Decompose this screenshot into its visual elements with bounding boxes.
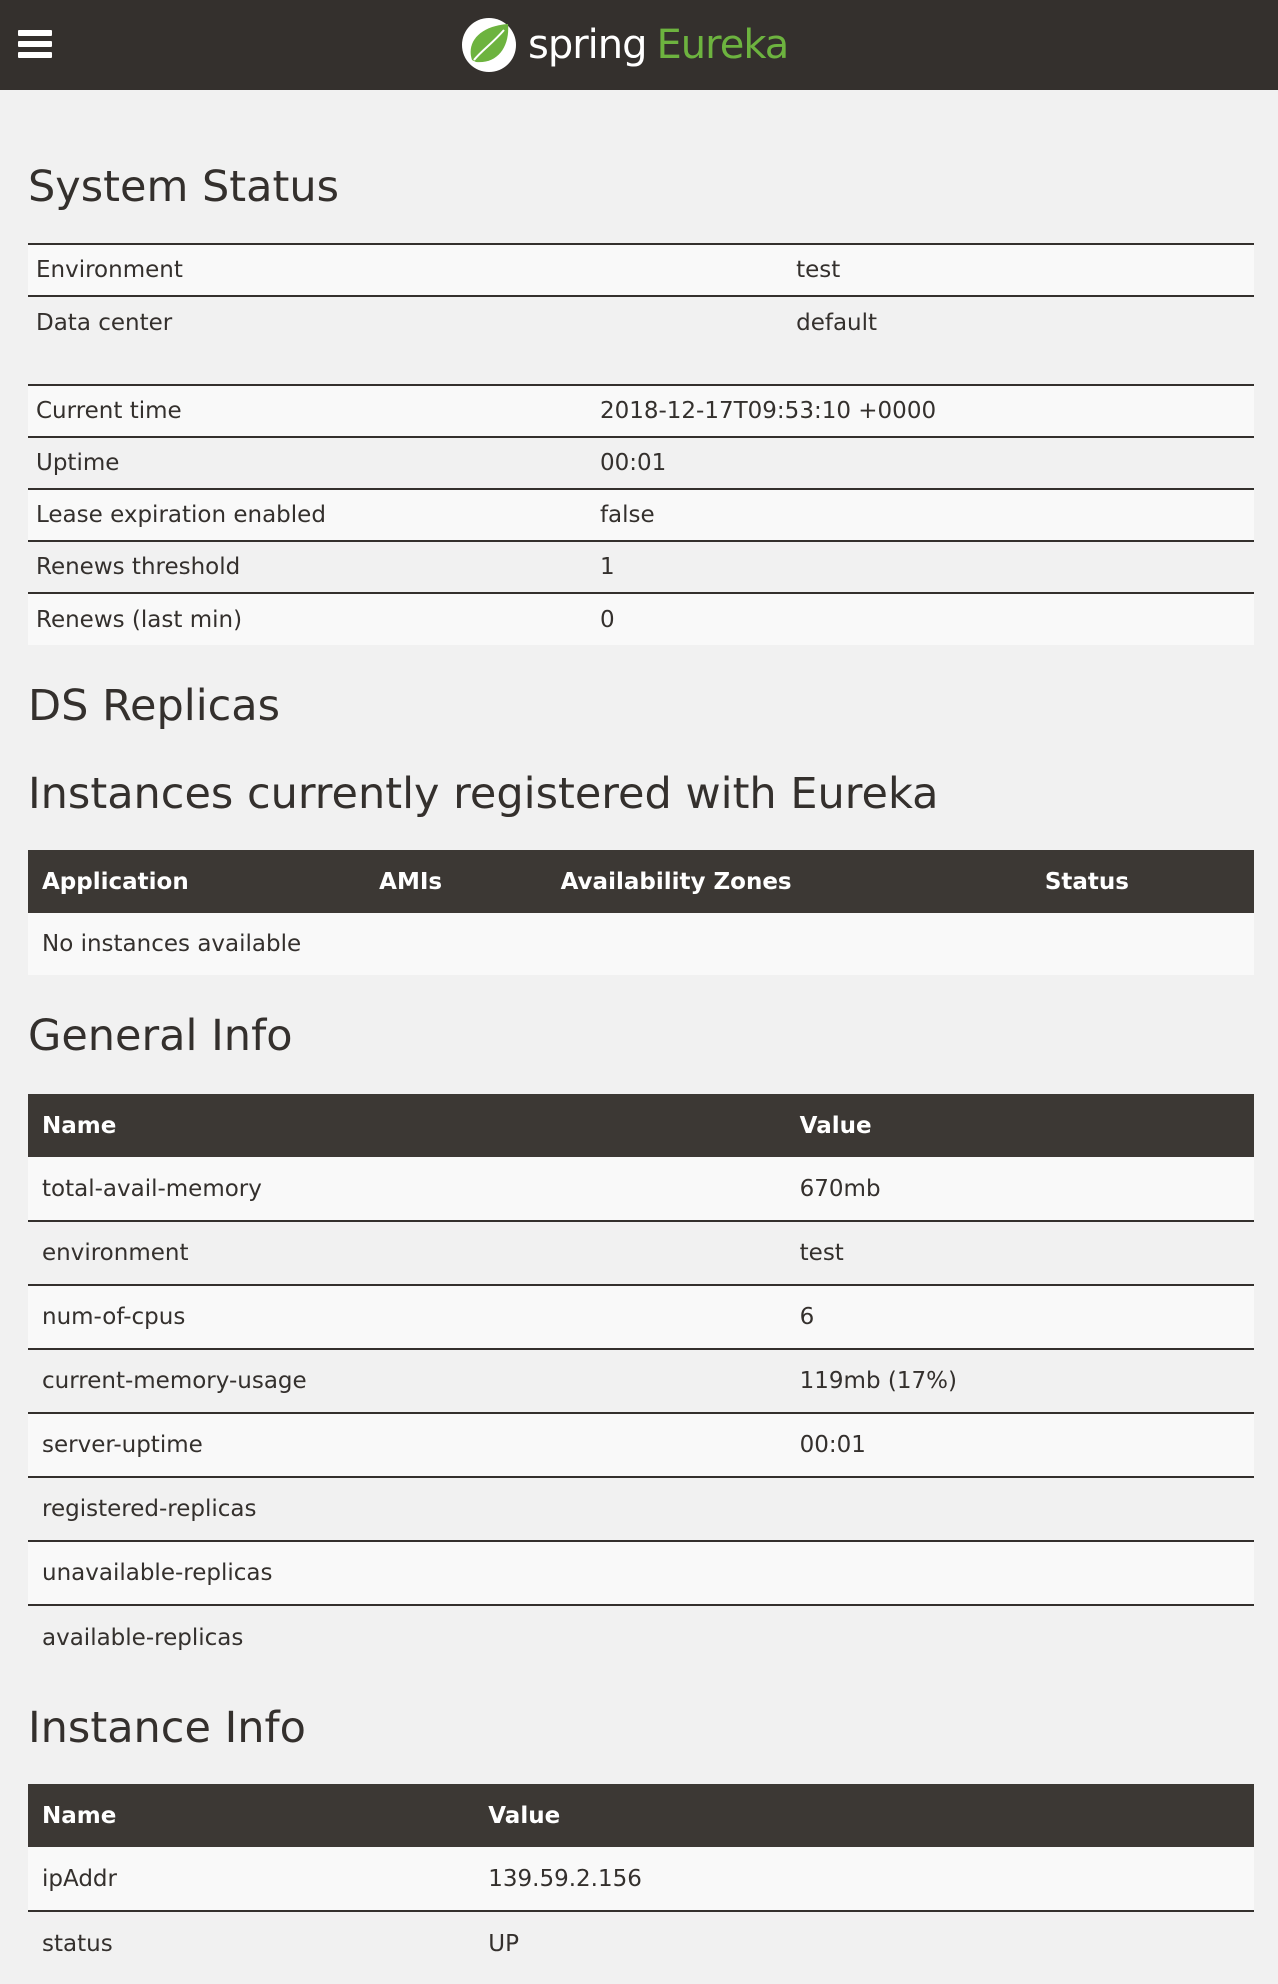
instances-title: Instances currently registered with Eureka xyxy=(28,769,939,819)
table-row xyxy=(28,1285,1254,1349)
table-row xyxy=(28,1221,1254,1285)
navbar xyxy=(0,0,1278,90)
row-name: available-replicas xyxy=(42,1624,244,1651)
row-value: test xyxy=(799,1240,844,1266)
row-name: current-memory-usage xyxy=(42,1368,307,1394)
row-name: Lease expiration enabled xyxy=(36,502,326,528)
column-header: Value xyxy=(786,1094,1254,1157)
system-status-title: System Status xyxy=(28,162,340,212)
row-name: Renews threshold xyxy=(36,554,241,580)
row-name: Renews (last min) xyxy=(36,606,243,633)
row-value: UP xyxy=(488,1930,519,1957)
instance-info-title: Instance Info xyxy=(28,1703,306,1753)
table-row xyxy=(28,1847,1254,1911)
row-value: 670mb xyxy=(799,1175,881,1202)
column-header: Status xyxy=(1031,850,1254,913)
column-header: AMIs xyxy=(365,850,546,913)
ds-replicas-title: DS Replicas xyxy=(28,681,281,731)
row-value xyxy=(786,1477,1254,1541)
row-value: 2018-12-17T09:53:10 +0000 xyxy=(599,398,937,424)
empty-message: No instances available xyxy=(42,931,302,957)
row-value: test xyxy=(796,257,841,283)
brand-logo[interactable] xyxy=(460,16,788,74)
row-name: environment xyxy=(42,1240,189,1266)
column-header: Application xyxy=(28,850,365,913)
table-row xyxy=(28,913,1254,975)
column-header: Name xyxy=(28,1094,786,1157)
environment-table xyxy=(28,243,1254,348)
row-name: Current time xyxy=(36,398,182,424)
status-table xyxy=(28,384,1254,645)
row-name: server-uptime xyxy=(42,1432,203,1458)
brand-spring: spring xyxy=(528,22,647,68)
row-name: status xyxy=(42,1930,113,1957)
row-value xyxy=(786,1605,1254,1669)
row-value: 6 xyxy=(799,1304,815,1330)
row-name: Data center xyxy=(36,309,173,336)
row-value: default xyxy=(796,309,878,336)
general-info-table xyxy=(28,1094,1254,1669)
row-value: 00:01 xyxy=(599,450,667,476)
instances-table xyxy=(28,850,1254,975)
column-header: Availability Zones xyxy=(547,850,1031,913)
table-row xyxy=(28,541,1254,593)
table-row xyxy=(28,296,1254,348)
row-name: num-of-cpus xyxy=(42,1304,186,1330)
table-row xyxy=(28,593,1254,645)
table-row xyxy=(28,1157,1254,1221)
table-row xyxy=(28,1605,1254,1669)
table-row xyxy=(28,244,1254,296)
table-row xyxy=(28,385,1254,437)
table-row xyxy=(28,1911,1254,1975)
column-header: Value xyxy=(474,1784,1254,1847)
table-row xyxy=(28,1349,1254,1413)
row-value: false xyxy=(599,502,655,528)
row-value: 139.59.2.156 xyxy=(488,1865,642,1892)
table-row xyxy=(28,489,1254,541)
table-row xyxy=(28,1413,1254,1477)
row-value: 119mb (17%) xyxy=(799,1368,957,1394)
row-name: Uptime xyxy=(36,450,120,476)
row-name: Environment xyxy=(36,257,183,283)
column-header: Name xyxy=(28,1784,474,1847)
row-name: unavailable-replicas xyxy=(42,1560,273,1586)
brand-eureka: Eureka xyxy=(656,22,789,68)
row-name: registered-replicas xyxy=(42,1496,257,1522)
table-row xyxy=(28,1541,1254,1605)
row-value: 1 xyxy=(599,554,615,580)
row-name: total-avail-memory xyxy=(42,1175,262,1202)
spring-leaf-icon xyxy=(460,16,518,74)
row-value xyxy=(786,1541,1254,1605)
row-value: 00:01 xyxy=(799,1432,866,1458)
menu-icon[interactable] xyxy=(18,30,52,58)
instance-info-table xyxy=(28,1784,1254,1975)
general-info-title: General Info xyxy=(28,1011,293,1061)
row-value: 0 xyxy=(599,606,615,633)
table-row xyxy=(28,1477,1254,1541)
row-name: ipAddr xyxy=(42,1865,117,1892)
table-row xyxy=(28,437,1254,489)
